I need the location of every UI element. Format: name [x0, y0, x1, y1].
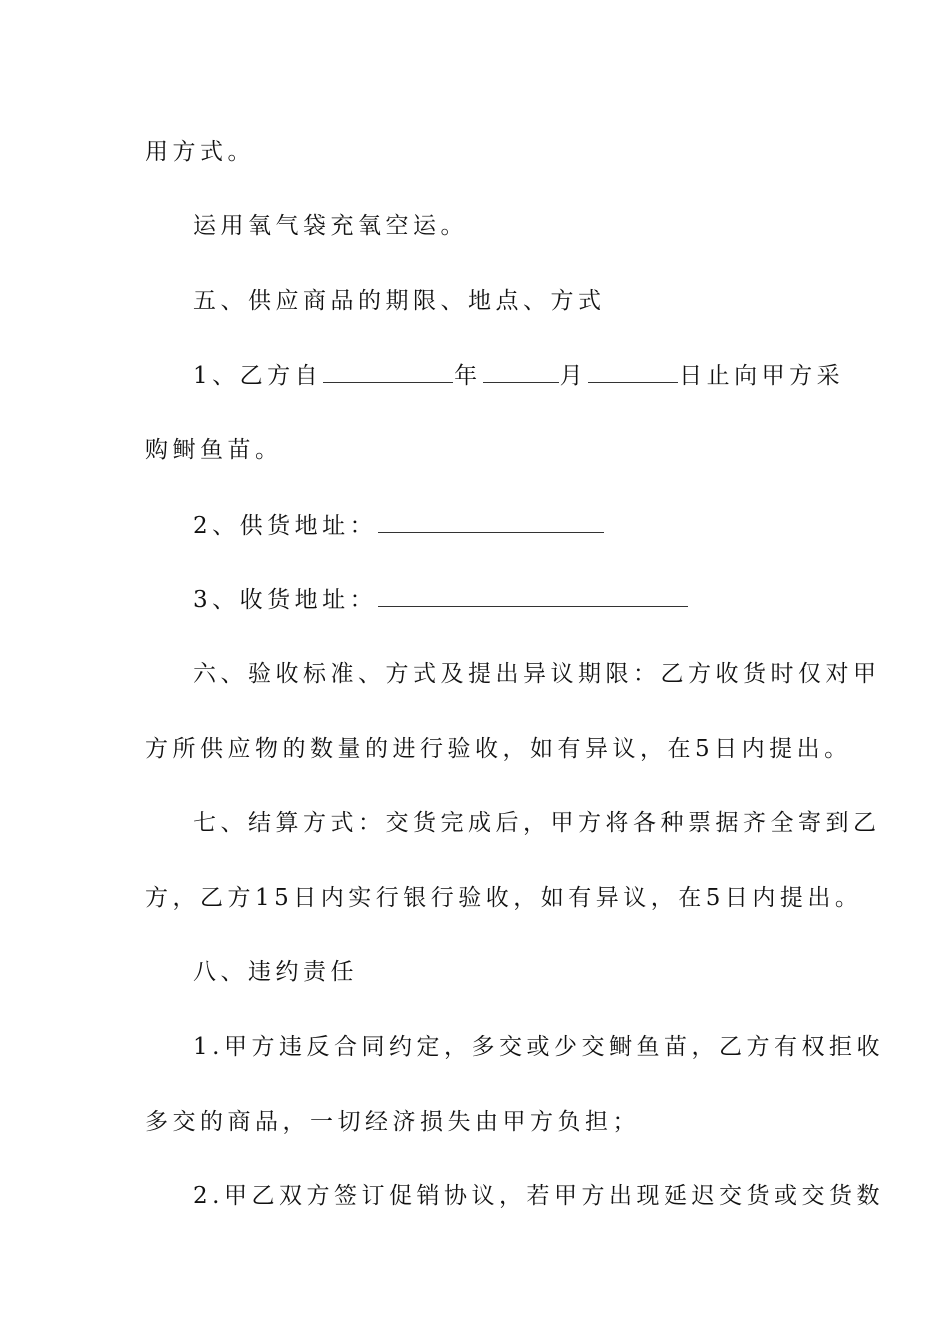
receive-address-line — [193, 584, 863, 615]
text-line-13: 1.甲方违反合同约定，多交或少交鲥鱼苗，乙方有权拒收 — [193, 1034, 884, 1060]
text-line-supply-period — [193, 360, 863, 391]
supply-address-blank — [378, 510, 604, 533]
text-line-2: 运用氧气袋充氧空运。 — [193, 213, 468, 239]
month-label: 月 — [559, 363, 588, 389]
supply-period-suffix: 日止向甲方采 — [679, 363, 845, 389]
day-blank — [588, 360, 678, 383]
text-line-11: 方，乙方15日内实行银行验收，如有异议，在5日内提出。 — [145, 885, 863, 911]
text-line-15: 2.甲乙双方签订促销协议，若甲方出现延迟交货或交货数 — [193, 1183, 884, 1209]
section-heading-8: 八、违约责任 — [193, 959, 358, 985]
supply-address-label: 2、供货地址： — [193, 513, 378, 539]
section-heading-6: 六、验收标准、方式及提出异议期限：乙方收货时仅对甲 — [193, 661, 881, 687]
section-heading-5: 五、供应商品的期限、地点、方式 — [193, 288, 606, 314]
text-line-5: 购鲥鱼苗。 — [145, 437, 283, 463]
text-line-9: 方所供应物的数量的进行验收，如有异议，在5日内提出。 — [145, 736, 852, 762]
text-line-14: 多交的商品，一切经济损失由甲方负担； — [145, 1109, 640, 1135]
section-heading-7: 七、结算方式：交货完成后，甲方将各种票据齐全寄到乙 — [193, 810, 881, 836]
receive-address-blank — [378, 584, 688, 607]
year-label: 年 — [454, 363, 482, 389]
receive-address-label: 3、收货地址： — [193, 587, 378, 613]
text-line-1: 用方式。 — [145, 139, 255, 165]
month-blank — [483, 360, 559, 383]
supply-address-line — [193, 510, 863, 541]
year-blank — [323, 360, 453, 383]
supply-period-prefix: 1、乙方自 — [193, 363, 323, 389]
